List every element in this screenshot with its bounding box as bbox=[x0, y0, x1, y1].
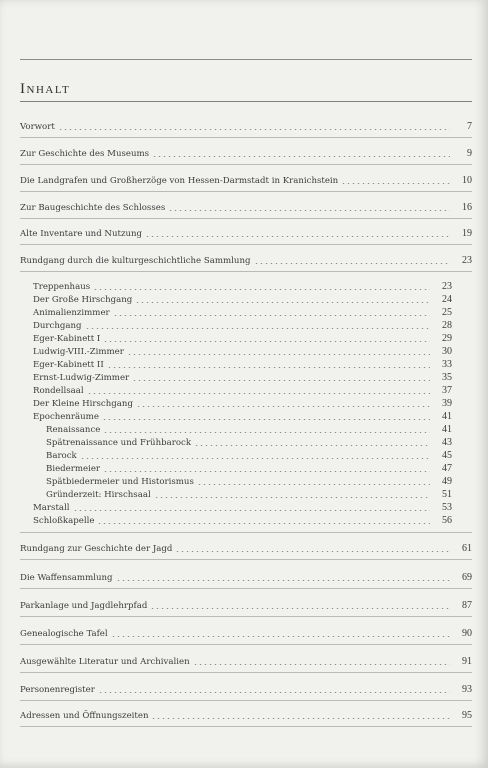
toc-entry-page: 47 bbox=[442, 463, 452, 474]
dot-leader bbox=[150, 608, 450, 609]
dot-leader bbox=[136, 406, 430, 407]
separator-rule bbox=[20, 672, 472, 673]
dot-leader bbox=[197, 484, 430, 485]
dot-leader bbox=[98, 692, 450, 693]
toc-entry-page: 19 bbox=[462, 228, 472, 239]
toc-entry-label: Schloßkapelle bbox=[33, 516, 95, 527]
toc-subentry bbox=[33, 356, 452, 371]
toc-entry bbox=[20, 252, 472, 267]
toc-subentry bbox=[33, 291, 452, 306]
toc-entry-page: 49 bbox=[442, 476, 452, 487]
separator-rule bbox=[20, 700, 472, 701]
toc-entry bbox=[20, 681, 472, 696]
toc-entry-page: 93 bbox=[462, 684, 472, 695]
toc-entry bbox=[20, 145, 472, 160]
toc-entry-label: Die Waffensammlung bbox=[20, 573, 113, 584]
dot-leader bbox=[103, 341, 430, 342]
dot-leader bbox=[85, 328, 430, 329]
dot-leader bbox=[254, 263, 451, 264]
toc-entry-page: 37 bbox=[442, 385, 452, 396]
toc-subsubentry bbox=[46, 434, 452, 449]
toc-entry-label: Rondellsaal bbox=[33, 386, 84, 397]
toc-entry-label: Animalienzimmer bbox=[33, 308, 110, 319]
toc-entry-page: 35 bbox=[442, 372, 452, 383]
toc-entry-label: Epochenräume bbox=[33, 412, 99, 423]
toc-entry-label: Eger-Kabinett II bbox=[33, 360, 104, 371]
dot-leader bbox=[132, 380, 430, 381]
toc-entry-page: 25 bbox=[442, 307, 452, 318]
toc-entry-label: Durchgang bbox=[33, 321, 82, 332]
toc-entry-page: 24 bbox=[442, 294, 452, 305]
toc-entry-label: Renaissance bbox=[46, 425, 101, 436]
toc-entry bbox=[20, 653, 472, 668]
toc-entry-page: 43 bbox=[442, 437, 452, 448]
separator-rule bbox=[20, 616, 472, 617]
toc-entry-label: Alte Inventare und Nutzung bbox=[20, 229, 143, 240]
toc-entry-label: Spätrenaissance und Frühbarock bbox=[46, 438, 192, 449]
dot-leader bbox=[97, 523, 430, 524]
toc-entry-label: Barock bbox=[46, 451, 77, 462]
toc-subentry bbox=[33, 369, 452, 384]
separator-rule bbox=[20, 244, 472, 245]
toc-subentry bbox=[33, 408, 452, 423]
dot-leader bbox=[193, 664, 450, 665]
toc-entry bbox=[20, 707, 472, 722]
toc-subsubentry bbox=[46, 460, 452, 475]
toc-entry-label: Der Große Hirschgang bbox=[33, 295, 133, 306]
toc-entry-label: Spätbiedermeier und Historismus bbox=[46, 477, 194, 488]
dot-leader bbox=[107, 367, 430, 368]
toc-title: Inhalt bbox=[20, 81, 71, 97]
dot-leader bbox=[127, 354, 430, 355]
toc-entry-label: Eger-Kabinett I bbox=[33, 334, 101, 345]
separator-rule bbox=[20, 164, 472, 165]
separator-rule bbox=[20, 726, 472, 727]
dot-leader bbox=[113, 315, 430, 316]
toc-entry-page: 51 bbox=[442, 489, 452, 500]
toc-subsubentry bbox=[46, 486, 452, 501]
toc-entry-page: 33 bbox=[442, 359, 452, 370]
toc-entry-page: 10 bbox=[462, 175, 472, 186]
dot-leader bbox=[168, 210, 450, 211]
toc-entry-page: 69 bbox=[462, 572, 472, 583]
dot-leader bbox=[175, 551, 450, 552]
toc-entry-label: Biedermeier bbox=[46, 464, 101, 475]
toc-entry-page: 16 bbox=[462, 202, 472, 213]
toc-subsubentry bbox=[46, 447, 452, 462]
toc-subentry bbox=[33, 330, 452, 345]
toc-entry bbox=[20, 540, 472, 555]
toc-entry-page: 23 bbox=[462, 255, 472, 266]
toc-entry-page: 41 bbox=[442, 411, 452, 422]
toc-entry-page: 7 bbox=[467, 121, 472, 132]
toc-entry-page: 23 bbox=[442, 281, 452, 292]
toc-entry-page: 29 bbox=[442, 333, 452, 344]
toc-entry-page: 95 bbox=[462, 710, 472, 721]
dot-leader bbox=[152, 156, 450, 157]
toc-entry-page: 53 bbox=[442, 502, 452, 513]
separator-rule bbox=[20, 271, 472, 272]
toc-entry bbox=[20, 118, 472, 133]
toc-entry-page: 87 bbox=[462, 600, 472, 611]
toc-entry bbox=[20, 597, 472, 612]
toc-entry-page: 45 bbox=[442, 450, 452, 461]
title-rule bbox=[20, 101, 472, 102]
toc-subentry bbox=[33, 278, 452, 293]
separator-rule bbox=[20, 559, 472, 560]
dot-leader bbox=[194, 445, 430, 446]
toc-entry-page: 39 bbox=[442, 398, 452, 409]
toc-entry-label: Genealogische Tafel bbox=[20, 629, 108, 640]
toc-entry-label: Ernst-Ludwig-Zimmer bbox=[33, 373, 130, 384]
toc-entry-label: Vorwort bbox=[20, 122, 55, 133]
toc-entry-label: Treppenhaus bbox=[33, 282, 91, 293]
header-rule bbox=[20, 59, 472, 60]
toc-entry-page: 41 bbox=[442, 424, 452, 435]
toc-entry-label: Adressen und Öffnungszeiten bbox=[20, 711, 149, 722]
toc-entry-page: 90 bbox=[462, 628, 472, 639]
dot-leader bbox=[103, 471, 430, 472]
toc-entry bbox=[20, 199, 472, 214]
dot-leader bbox=[111, 636, 450, 637]
dot-leader bbox=[154, 497, 430, 498]
toc-subentry bbox=[33, 395, 452, 410]
dot-leader bbox=[341, 183, 450, 184]
dot-leader bbox=[87, 393, 430, 394]
dot-leader bbox=[116, 580, 450, 581]
toc-entry-page: 28 bbox=[442, 320, 452, 331]
toc-subentry bbox=[33, 343, 452, 358]
dot-leader bbox=[135, 302, 430, 303]
toc-entry-page: 91 bbox=[462, 656, 472, 667]
toc-entry-label: Der Kleine Hirschgang bbox=[33, 399, 133, 410]
dot-leader bbox=[151, 718, 450, 719]
separator-rule bbox=[20, 644, 472, 645]
toc-entry-label: Personenregister bbox=[20, 685, 95, 696]
toc-entry bbox=[20, 569, 472, 584]
separator-rule bbox=[20, 532, 472, 533]
toc-entry-label: Die Landgrafen und Großherzöge von Hessen-Darmstadt in Kranichstein bbox=[20, 176, 339, 187]
toc-entry-page: 56 bbox=[442, 515, 452, 526]
toc-entry-page: 9 bbox=[467, 148, 472, 159]
dot-leader bbox=[145, 236, 450, 237]
toc-entry-label: Rundgang durch die kulturgeschichtliche Sammlung bbox=[20, 256, 251, 267]
toc-entry-label: Zur Baugeschichte des Schlosses bbox=[20, 203, 166, 214]
toc-subentry bbox=[33, 317, 452, 332]
toc-entry-page: 61 bbox=[462, 543, 472, 554]
toc-subsubentry bbox=[46, 473, 452, 488]
toc-subentry bbox=[33, 499, 452, 514]
toc-subentry bbox=[33, 512, 452, 527]
dot-leader bbox=[58, 129, 450, 130]
toc-entry-label: Parkanlage und Jagdlehrpfad bbox=[20, 601, 148, 612]
dot-leader bbox=[102, 419, 430, 420]
toc-subsubentry bbox=[46, 421, 452, 436]
separator-rule bbox=[20, 588, 472, 589]
dot-leader bbox=[80, 458, 430, 459]
toc-entry-label: Rundgang zur Geschichte der Jagd bbox=[20, 544, 173, 555]
dot-leader bbox=[103, 432, 430, 433]
toc-entry-label: Gründerzeit: Hirschsaal bbox=[46, 490, 151, 501]
dot-leader bbox=[93, 289, 430, 290]
toc-entry-label: Ludwig-VIII.-Zimmer bbox=[33, 347, 124, 358]
toc-entry-label: Ausgewählte Literatur und Archivalien bbox=[20, 657, 190, 668]
dot-leader bbox=[73, 510, 430, 511]
toc-entry bbox=[20, 625, 472, 640]
toc-entry bbox=[20, 225, 472, 240]
toc-subentry bbox=[33, 304, 452, 319]
separator-rule bbox=[20, 191, 472, 192]
toc-entry bbox=[20, 172, 472, 187]
separator-rule bbox=[20, 137, 472, 138]
toc-subentry bbox=[33, 382, 452, 397]
separator-rule bbox=[20, 218, 472, 219]
toc-entry-page: 30 bbox=[442, 346, 452, 357]
toc-entry-label: Marstall bbox=[33, 503, 70, 514]
toc-entry-label: Zur Geschichte des Museums bbox=[20, 149, 150, 160]
